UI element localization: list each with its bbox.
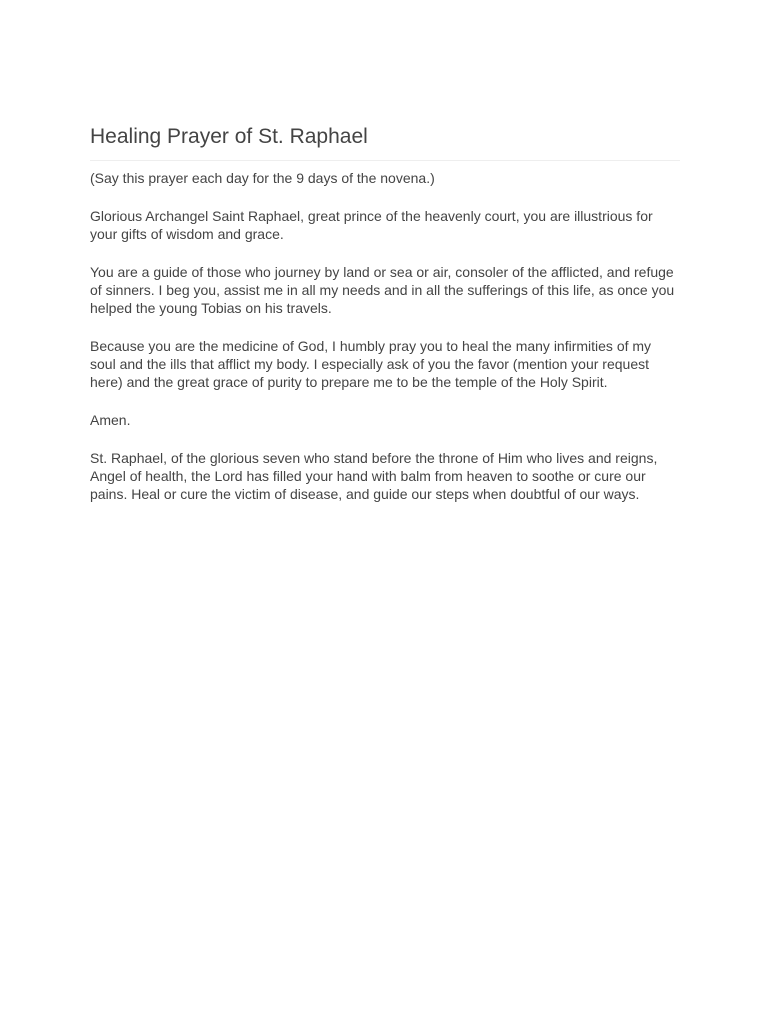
instruction-paragraph: (Say this prayer each day for the 9 days of the novena.) — [90, 170, 435, 186]
prayer-paragraph-petition: Because you are the medicine of God, I humbly pray you to heal the many infirmities of my soul and the ills that afflict my body. I especially ask of you the favor (mention your request here) and the great grace of purity to prepare me to be the temple of the Holy Spirit. — [90, 338, 652, 390]
page-title: Healing Prayer of St. Raphael — [90, 120, 680, 161]
prayer-amen: Amen. — [90, 412, 131, 428]
prayer-paragraph-invocation: Glorious Archangel Saint Raphael, great prince of the heavenly court, you are illustrious for your gifts of wisdom and grace. — [90, 208, 653, 242]
prayer-paragraph-guide: You are a guide of those who journey by land or sea or air, consoler of the afflicted, and refuge of sinners. I beg you, assist me in all my needs and in all the sufferings of this life, as once you helped the young Tobias on his travels. — [90, 264, 675, 316]
prayer-paragraph-closing: St. Raphael, of the glorious seven who stand before the throne of Him who lives and reigns, Angel of health, the Lord has filled your hand with balm from heaven to soothe or cure our pains. Heal or cure the victim of disease, and guide our steps when doubtful of our ways. — [90, 450, 658, 502]
document-content — [90, 120, 680, 503]
